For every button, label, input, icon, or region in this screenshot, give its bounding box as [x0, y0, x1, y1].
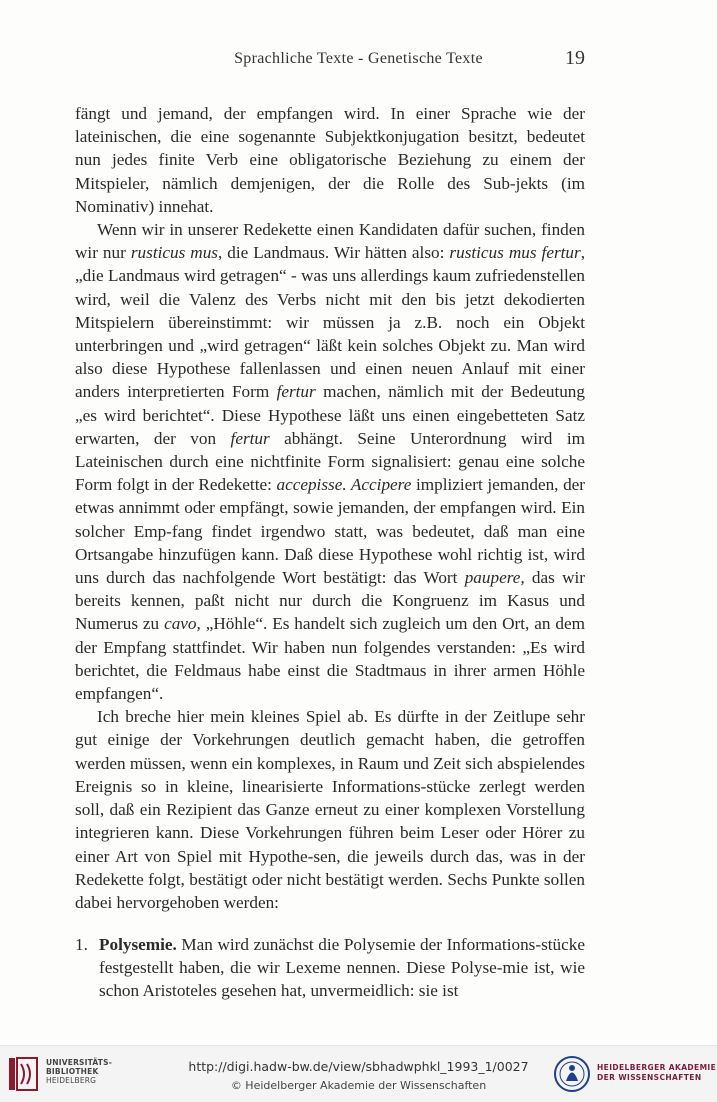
- list-term: Polysemie.: [99, 935, 177, 954]
- paragraph-1: fängt und jemand, der empfangen wird. In einer Sprache wie der lateinischen, die eine sogenannte Subjektkonjugation besitzt, bedeutet nun jedes finite Verb eine obligatorische Beziehung zu einem der Mitspieler, nämlich demjenigen, der die Rolle des Sub-jekts (im Nominativ) innehat.: [75, 104, 585, 216]
- body-text: [75, 102, 585, 914]
- running-title: Sprachliche Texte - Genetische Texte: [234, 50, 483, 67]
- page-number: 19: [565, 47, 585, 69]
- latin-term: fertur: [276, 382, 316, 402]
- paragraph-3: Ich breche hier mein kleines Spiel ab. Es dürfte in der Zeitlupe sehr gut einige der Vorkehrungen deutlich gemacht haben, die getroffen werden müssen, wenn ein komplexes, in Raum und Zeit sich abspielendes Ereignis so in kleine, linearisierte Informations-stücke zerlegt werden soll, daß ein Rezipient das Ganze erneut zu einer komplexen Vorstellung integrieren kann. Diese Vorkehrungen führen beim Leser oder Hörer zu einer Art von Spiel mit Hypothe-sen, die jeweils durch das, was in der Redekette folgt, bestätigt oder nicht bestätigt werden. Sechs Punkte sollen dabei hervorgehoben werden:: [75, 707, 585, 912]
- permalink[interactable]: http://digi.hadw-bw.de/view/sbhadwphkl_1993_1/0027: [188, 1059, 529, 1074]
- latin-term: rusticus mus: [130, 243, 218, 263]
- paragraph-2: Wenn wir in unserer Redekette einen Kandidaten dafür suchen, finden wir nur rusticus mus, die Landmaus. Wir hätten also: rusticus mus fertur, „die Landmaus wird getragen“ - was uns allerdings kaum zufriedenstellen wird, weil die Valenz des Verbs nicht mit den bis jetzt dekodierten Mitspielern übereinstimmt: wir müssen ja z.B. noch ein Objekt unterbringen und „wird getragen“ läßt kein solches Objekt zu. Man wird also diese Hypothese fallenlassen und einen neuen Anlauf mit einer anders interpretierten Form fertur machen, nämlich mit der Bedeutung „es wird berichtet“. Diese Hypothese läßt uns einen eingebetteten Satz erwarten, der von fertur abhängt. Seine Unterordnung wird im Lateinischen durch eine nichtfinite Form signalisiert: genau eine solche Form folgt in der Redekette: accepisse. Accipere impliziert jemanden, der etwas annimmt oder empfängt, sowie jemanden, der empfangen wird. Ein solcher Emp-fang findet irgendwo statt, was bedeutet, daß man eine Ortsangabe hinzufügen kann. Daß diese Hypothese wohl richtig ist, wird uns durch das nachfolgende Wort bestätigt: das Wort paupere, das wir bereits kennen, paßt nicht nur durch die Kongruenz im Kasus und Numerus zu cavo, „Höhle“. Es handelt sich zugleich um den Ort, an dem der Empfang stattfindet. Wir haben nun folgendes verstanden: „Es wird berichtet, die Feldmaus habe einst die Stadtmaus in ihrer armen Höhle empfangen“.: [75, 220, 586, 704]
- library-name: UNIVERSITÄTS- BIBLIOTHEK HEIDELBERG: [46, 1058, 113, 1085]
- academy-seal-icon: [553, 1054, 591, 1094]
- latin-term: paupere,: [464, 568, 525, 588]
- latin-term: rusticus mus fertur: [449, 243, 581, 263]
- numbered-list-item: [75, 933, 585, 1003]
- academy-name: HEIDELBERGER AKADEMIE DER WISSENSCHAFTEN: [597, 1063, 717, 1082]
- list-text: Man wird zunächst die Polysemie der Informations-stücke festgestellt haben, die wir Lexeme nennen. Diese Polyse-mie ist, wie schon Aristoteles gesehen hat, unvermeidlich: sie ist: [99, 935, 585, 1001]
- copyright-notice: © Heidelberger Akademie der Wissenschaften: [230, 1079, 487, 1092]
- list-item-content: [99, 933, 585, 1003]
- latin-term: fertur: [230, 428, 270, 448]
- viewer-footer: [0, 1045, 717, 1102]
- latin-term: accepisse. Accipere: [276, 475, 412, 495]
- list-number: 1.: [75, 935, 88, 954]
- latin-term: cavo,: [164, 614, 201, 634]
